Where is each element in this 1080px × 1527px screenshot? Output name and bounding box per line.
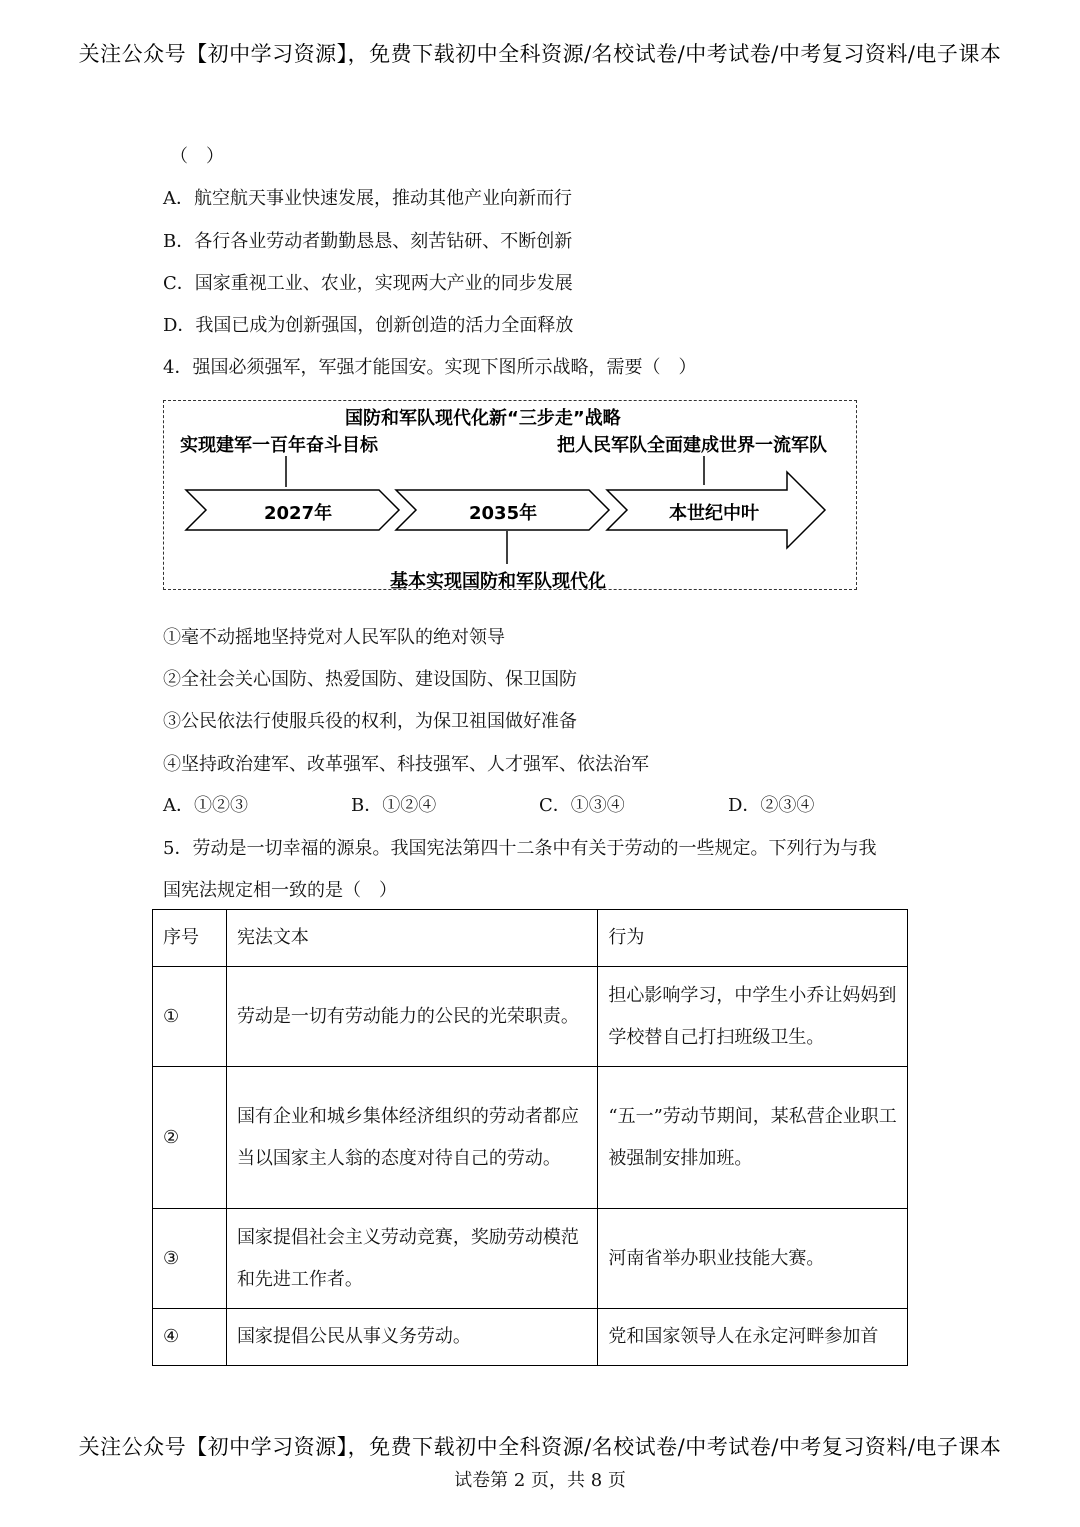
q4-options bbox=[163, 791, 863, 817]
stage-2027-label: 2027年 bbox=[264, 503, 333, 524]
table-header-row bbox=[153, 910, 908, 967]
q4-statement-3: ③公民依法行使服兵役的权利，为保卫祖国做好准备 bbox=[163, 711, 577, 732]
q4-stem: 4．强国必须强军，军强才能国安。实现下图所示战略，需要（ ） bbox=[163, 357, 697, 378]
q3-option-c: C．国家重视工业、农业，实现两大产业的同步发展 bbox=[163, 273, 573, 294]
q3-option-d: D．我国已成为创新强国，创新创造的活力全面释放 bbox=[163, 315, 574, 336]
stage-2035-label: 2035年 bbox=[469, 503, 538, 524]
header-action: 行为 bbox=[598, 910, 908, 967]
row-no: ③ bbox=[153, 1209, 227, 1309]
strategy-diagram bbox=[163, 400, 857, 590]
q3-option-a: A．航空航天事业快速发展，推动其他产业向新而行 bbox=[163, 188, 572, 209]
q4-statement-4: ④坚持政治建军、改革强军、科技强军、人才强军、依法治军 bbox=[163, 754, 649, 775]
goal-mid-century: 把人民军队全面建成世界一流军队 bbox=[557, 435, 827, 456]
timeline-arrows bbox=[164, 401, 858, 591]
row-action: “五一”劳动节期间，某私营企业职工被强制安排加班。 bbox=[598, 1067, 908, 1209]
table-row bbox=[153, 1067, 908, 1209]
q5-stem-line1: 5．劳动是一切幸福的源泉。我国宪法第四十二条中有关于劳动的一些规定。下列行为与我 bbox=[163, 838, 877, 859]
header-text: 宪法文本 bbox=[226, 910, 597, 967]
q4-statement-1: ①毫不动摇地坚持党对人民军队的绝对领导 bbox=[163, 627, 505, 648]
table-row bbox=[153, 1309, 908, 1366]
row-text: 国家提倡社会主义劳动竞赛，奖励劳动模范和先进工作者。 bbox=[226, 1209, 597, 1309]
q3-answer-blank: （ ） bbox=[170, 146, 224, 167]
constitution-table bbox=[152, 909, 908, 1366]
goal-2035: 基本实现国防和军队现代化 bbox=[390, 571, 606, 592]
bottom-banner: 关注公众号【初中学习资源】，免费下载初中全科资源/名校试卷/中考试卷/中考复习资料/电子课本 bbox=[78, 1435, 1002, 1459]
row-action: 河南省举办职业技能大赛。 bbox=[598, 1209, 908, 1309]
row-action: 担心影响学习，中学生小乔让妈妈到学校替自己打扫班级卫生。 bbox=[598, 967, 908, 1067]
goal-2027: 实现建军一百年奋斗目标 bbox=[180, 435, 378, 456]
row-text: 劳动是一切有劳动能力的公民的光荣职责。 bbox=[226, 967, 597, 1067]
row-action: 党和国家领导人在永定河畔参加首 bbox=[598, 1309, 908, 1366]
top-banner: 关注公众号【初中学习资源】，免费下载初中全科资源/名校试卷/中考试卷/中考复习资料/电子课本 bbox=[78, 42, 1002, 66]
row-text: 国家提倡公民从事义务劳动。 bbox=[226, 1309, 597, 1366]
row-text: 国有企业和城乡集体经济组织的劳动者都应当以国家主人翁的态度对待自己的劳动。 bbox=[226, 1067, 597, 1209]
q4-statement-2: ②全社会关心国防、热爱国防、建设国防、保卫国防 bbox=[163, 669, 577, 690]
q3-option-b: B．各行各业劳动者勤勤恳恳、刻苦钻研、不断创新 bbox=[163, 231, 573, 252]
row-no: ② bbox=[153, 1067, 227, 1209]
q4-option-a: A．①②③ bbox=[163, 795, 248, 816]
q4-option-d: D．②③④ bbox=[728, 795, 815, 816]
header-no: 序号 bbox=[153, 910, 227, 967]
row-no: ④ bbox=[153, 1309, 227, 1366]
q4-option-c: C．①③④ bbox=[539, 795, 625, 816]
table-row bbox=[153, 1209, 908, 1309]
stage-midcentury-label: 本世纪中叶 bbox=[669, 503, 759, 524]
row-no: ① bbox=[153, 967, 227, 1067]
q5-stem-line2: 国宪法规定相一致的是（ ） bbox=[163, 880, 397, 901]
page-number: 试卷第 2 页，共 8 页 bbox=[454, 1470, 626, 1491]
diagram-title: 国防和军队现代化新“三步走”战略 bbox=[345, 408, 621, 429]
q4-option-b: B．①②④ bbox=[351, 795, 437, 816]
table-row bbox=[153, 967, 908, 1067]
